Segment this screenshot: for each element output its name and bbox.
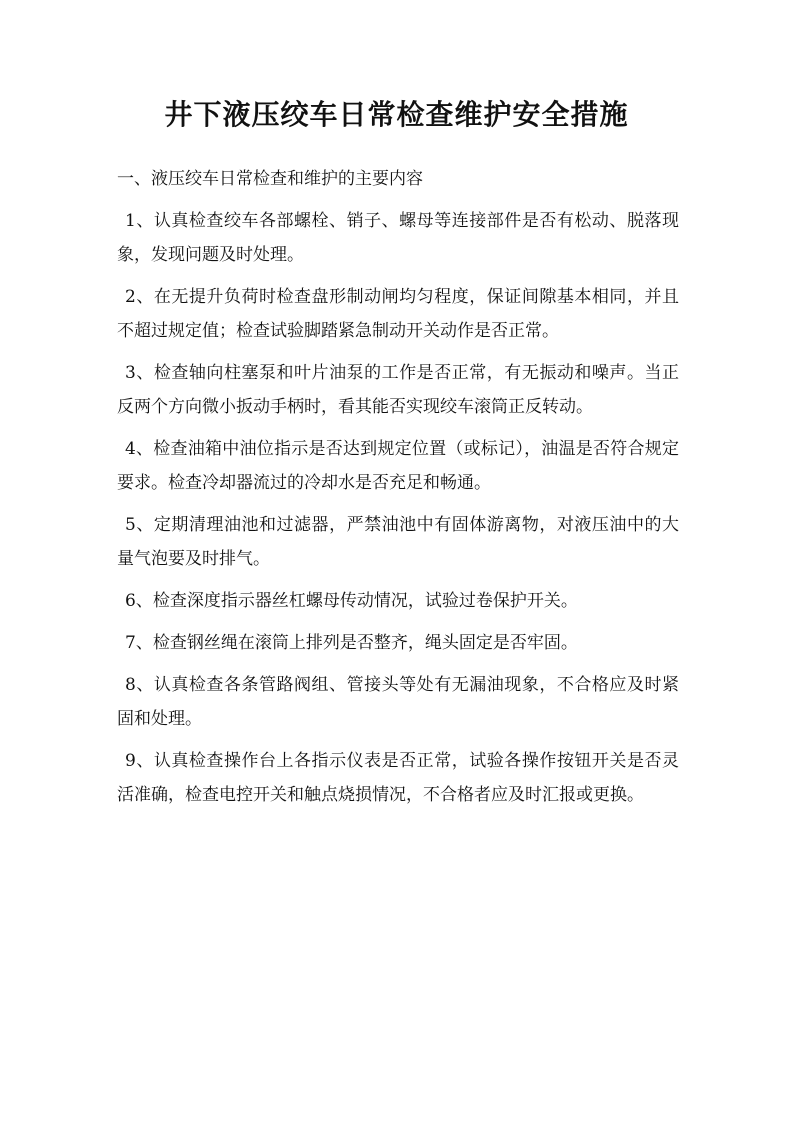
item-number: 2、 (125, 287, 154, 307)
item-number: 9、 (125, 751, 154, 771)
item-text: 认真检查操作台上各指示仪表是否正常，试验各操作按钮开关是否灵活准确，检查电控开关和触点烧损情况，不合格者应及时汇报或更换。 (117, 751, 679, 805)
item-text: 认真检查各条管路阀组、管接头等处有无漏油现象，不合格应及时紧固和处理。 (117, 675, 679, 729)
document-title: 井下液压绞车日常检查维护安全措施 (164, 98, 629, 131)
list-item-9 (117, 744, 679, 812)
item-text: 认真检查绞车各部螺栓、销子、螺母等连接部件是否有松动、脱落现象，发现问题及时处理。 (117, 211, 679, 265)
item-number: 6、 (125, 591, 153, 611)
item-text: 在无提升负荷时检查盘形制动闸均匀程度，保证间隙基本相同，并且不超过规定值；检查试验脚踏紧急制动开关动作是否正常。 (117, 287, 679, 341)
item-number: 5、 (125, 515, 154, 535)
item-number: 7、 (125, 633, 153, 653)
item-number: 8、 (125, 675, 154, 695)
item-text: 检查轴向柱塞泵和叶片油泵的工作是否正常，有无振动和噪声。当正反两个方向微小扳动手柄时，看其能否实现绞车滚筒正反转动。 (117, 363, 679, 417)
item-number: 1、 (125, 211, 154, 231)
item-text: 定期清理油池和过滤器，严禁油池中有固体游离物，对液压油中的大量气泡要及时排气。 (117, 515, 679, 569)
item-number: 4、 (125, 439, 154, 459)
list-item-6 (117, 584, 679, 618)
item-number: 3、 (125, 363, 154, 383)
item-text: 检查油箱中油位指示是否达到规定位置（或标记），油温是否符合规定要求。检查冷却器流过的冷却水是否充足和畅通。 (117, 439, 679, 493)
list-item-3 (117, 356, 679, 424)
list-item-4 (117, 432, 679, 500)
list-item-2 (117, 280, 679, 348)
list-item-5 (117, 508, 679, 576)
list-item-7 (117, 626, 679, 660)
document-body (117, 162, 679, 820)
list-item-8 (117, 668, 679, 736)
section-heading: 一、液压绞车日常检查和维护的主要内容 (117, 169, 423, 189)
item-text: 检查钢丝绳在滚筒上排列是否整齐，绳头固定是否牢固。 (152, 633, 578, 653)
item-text: 检查深度指示器丝杠螺母传动情况，试验过卷保护开关。 (152, 591, 578, 611)
list-item-1 (117, 204, 679, 272)
